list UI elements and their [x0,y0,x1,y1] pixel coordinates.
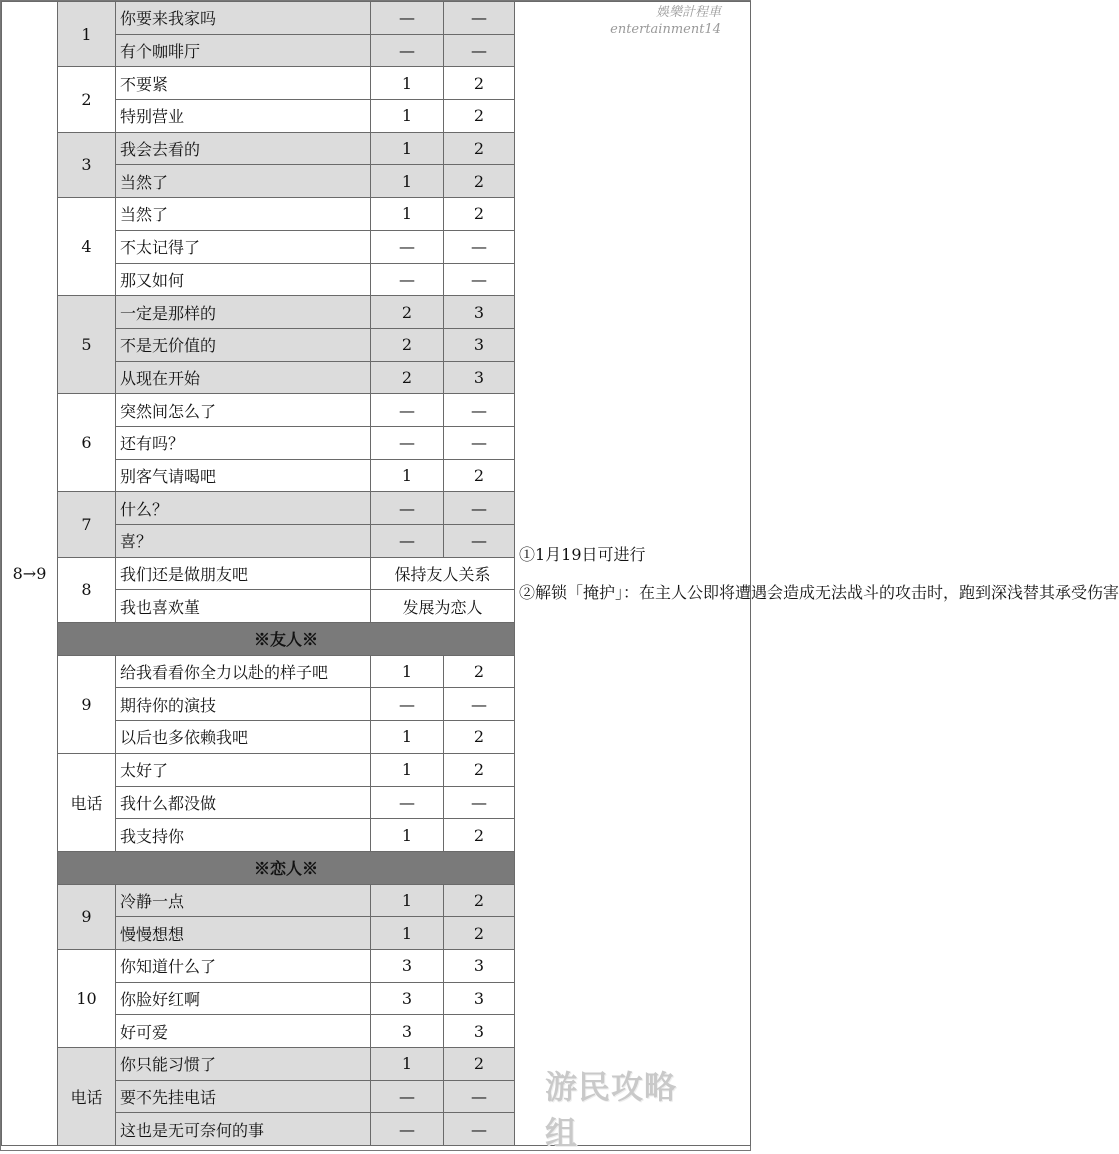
choice-text: 不要紧 [116,67,371,100]
points-bonus: — [444,394,515,427]
points-bonus: 3 [444,1015,515,1048]
points-bonus: — [444,263,515,296]
points-normal: 2 [371,296,444,329]
choice-text: 冷静一点 [116,884,371,917]
choice-text: 你只能习惯了 [116,1048,371,1081]
points-bonus: — [444,688,515,721]
choice-text: 期待你的演技 [116,688,371,721]
points-bonus: 2 [444,753,515,786]
points-bonus: 2 [444,459,515,492]
choice-text: 给我看看你全力以赴的样子吧 [116,655,371,688]
points-bonus: 2 [444,1048,515,1081]
points-bonus: — [444,34,515,67]
rank-cell: 5 [58,296,116,394]
points-bonus: — [444,426,515,459]
points-normal: 2 [371,328,444,361]
points-bonus: — [444,2,515,35]
choice-text: 从现在开始 [116,361,371,394]
points-bonus: 2 [444,819,515,852]
points-normal: — [371,263,444,296]
points-normal: — [371,230,444,263]
points-normal: 1 [371,655,444,688]
rank-cell: 电话 [58,753,116,851]
choice-text: 这也是无可奈何的事 [116,1113,371,1146]
points-bonus: 2 [444,721,515,754]
outcome-cell: 保持友人关系 [371,557,515,590]
choice-text: 当然了 [116,165,371,198]
level-range: 8→9 [2,2,58,1146]
points-bonus: — [444,525,515,558]
points-bonus: 2 [444,884,515,917]
confidant-choice-table [1,1,1119,1152]
points-normal: — [371,394,444,427]
choice-text: 不太记得了 [116,230,371,263]
outcome-cell: 发展为恋人 [371,590,515,623]
rank-cell: 电话 [58,1048,116,1146]
points-bonus: — [444,1113,515,1146]
points-normal: — [371,426,444,459]
points-normal: — [371,786,444,819]
points-normal: — [371,688,444,721]
choice-text: 别客气请喝吧 [116,459,371,492]
points-normal: 1 [371,721,444,754]
points-normal: 1 [371,100,444,133]
points-normal: 1 [371,198,444,231]
choice-text: 有个咖啡厅 [116,34,371,67]
points-normal: 1 [371,1048,444,1081]
rank-cell: 3 [58,132,116,197]
points-bonus: 2 [444,165,515,198]
points-bonus: 2 [444,100,515,133]
rank-cell: 8 [58,557,116,622]
points-normal: — [371,1113,444,1146]
choice-text: 太好了 [116,753,371,786]
points-bonus: — [444,230,515,263]
choice-text: 我会去看的 [116,132,371,165]
points-normal: 1 [371,884,444,917]
points-normal: 1 [371,132,444,165]
points-normal: 3 [371,982,444,1015]
choice-text: 一定是那样的 [116,296,371,329]
points-bonus: 3 [444,328,515,361]
points-bonus: 2 [444,67,515,100]
rank-cell: 10 [58,949,116,1047]
points-normal: — [371,2,444,35]
points-bonus: 2 [444,132,515,165]
rank-cell: 9 [58,884,116,949]
points-bonus: — [444,1080,515,1113]
choice-text: 要不先挂电话 [116,1080,371,1113]
watermark-bottom: 游民攻略组 [545,1068,678,1152]
choice-text: 还有吗？ [116,426,371,459]
points-bonus: 3 [444,982,515,1015]
points-bonus: 2 [444,655,515,688]
choice-text: 我也喜欢堇 [116,590,371,623]
watermark-top: 娛樂計程車 entertainment14 [610,5,721,37]
choice-text: 你脸好红啊 [116,982,371,1015]
notes-cell [515,2,1119,1152]
rank-cell: 7 [58,492,116,557]
choice-text: 我什么都没做 [116,786,371,819]
choice-text: 你知道什么了 [116,949,371,982]
points-bonus: 2 [444,198,515,231]
points-normal: 1 [371,459,444,492]
section-header: ※恋人※ [58,851,515,884]
points-bonus: 3 [444,296,515,329]
rank-cell: 2 [58,67,116,132]
points-normal: 3 [371,1015,444,1048]
points-normal: 1 [371,917,444,950]
points-normal: — [371,1080,444,1113]
points-bonus: — [444,492,515,525]
choice-text: 我们还是做朋友吧 [116,557,371,590]
choice-text: 不是无价值的 [116,328,371,361]
note-text: ②解锁「掩护」：在主人公即将遭遇会造成无法战斗的攻击时，跑到深浅替其承受伤害 [519,582,1119,602]
points-bonus: 3 [444,361,515,394]
choice-text: 你要来我家吗 [116,2,371,35]
choice-text: 以后也多依赖我吧 [116,721,371,754]
points-normal: — [371,34,444,67]
points-bonus: 3 [444,949,515,982]
rank-cell: 9 [58,655,116,753]
points-normal: — [371,525,444,558]
points-normal: 1 [371,753,444,786]
choice-text: 那又如何 [116,263,371,296]
points-normal: — [371,492,444,525]
choice-text: 喜？ [116,525,371,558]
section-header: ※友人※ [58,623,515,656]
rank-cell: 1 [58,2,116,67]
points-normal: 2 [371,361,444,394]
choice-text: 我支持你 [116,819,371,852]
points-normal: 3 [371,949,444,982]
points-bonus: 2 [444,917,515,950]
choice-text: 好可爱 [116,1015,371,1048]
points-normal: 1 [371,67,444,100]
note-text: ①1月19日可进行 [519,544,646,564]
rank-cell: 4 [58,198,116,296]
choice-text: 什么？ [116,492,371,525]
choice-text: 突然间怎么了 [116,394,371,427]
points-normal: 1 [371,165,444,198]
choice-text: 当然了 [116,198,371,231]
points-normal: 1 [371,819,444,852]
rank-cell: 6 [58,394,116,492]
points-bonus: — [444,786,515,819]
choice-text: 慢慢想想 [116,917,371,950]
choice-text: 特别营业 [116,100,371,133]
